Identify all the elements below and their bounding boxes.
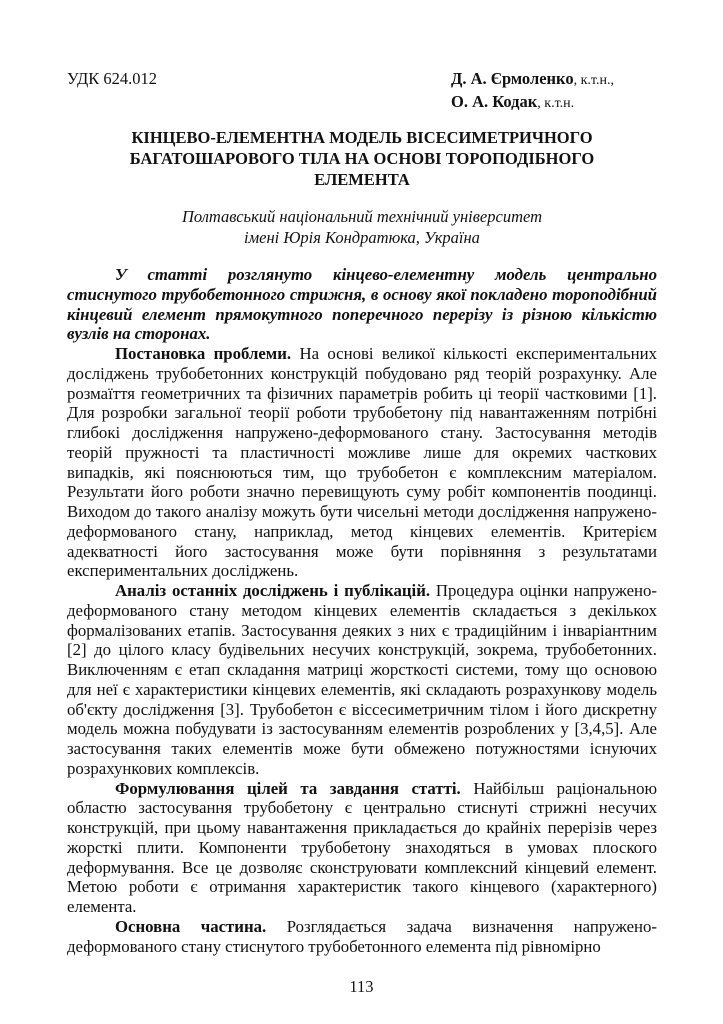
paper-title: КІНЦЕВО-ЕЛЕМЕНТНА МОДЕЛЬ ВІСЕСИМЕТРИЧНОГО БАГАТОШАРОВОГО ТІЛА НА ОСНОВІ ТОРОПОДІБНОГО ЕЛЕМЕНТА xyxy=(129,128,595,189)
section-heading: Постановка проблеми. xyxy=(115,344,292,363)
author-1: Д. А. Єрмоленко, к.т.н., xyxy=(451,69,614,88)
section-main: Основна частина. Розглядається задача визначення напружено-деформованого стану стиснутого трубобетонного елемента під рівномірно xyxy=(67,916,657,956)
section-heading: Формулювання цілей та завдання статті. xyxy=(115,778,461,798)
author-2: О. А. Кодак, к.т.н. xyxy=(451,92,575,111)
abstract: У статті розглянуто кінцево-елементну модель центрально стиснутого трубобетонного стрижня, в основу якої покладено тороподібний кінцевий елемент прямокутного поперечного перерізу із різною кількістю вузлів на сторонах. xyxy=(67,265,657,344)
affiliation: Полтавський національний технічний університет імені Юрія Кондратюка, Україна xyxy=(181,207,543,247)
page-number: 113 xyxy=(349,977,374,996)
section-heading: Основна частина. xyxy=(115,916,267,936)
paper-body xyxy=(67,265,657,956)
authors-block xyxy=(451,68,614,114)
section-problem: Постановка проблеми. На основі великої кількості експериментальних досліджень трубобетонних конструкцій побудовано ряд теорій розрахунку. Але розмаїття геометричних та фізичних параметрів робить ці теорії частковими [1]. Для розробки загальної теорії роботи трубобетону під навантаженням потрібні глибокі дослідження напружено-деформованого стану. Застосування методів теорій пружності та пластичності можливе лише для окремих часткових випадків, які пояснюються тим, що трубобетон є комплексним матеріалом. Результати його роботи значно перевищують суму робіт компонентів поодинці. Виходом до такого аналізу можуть бути чисельні методи дослідження напружено-деформованого стану, наприклад, метод кінцевих елементів. Критерієм адекватності його застосування може бути порівняння з результатами експериментальних досліджень. xyxy=(67,344,657,581)
udk-code: УДК 624.012 xyxy=(67,69,158,88)
section-goals: Формулювання цілей та завдання статті. Найбільш раціональною областю застосування трубобетону є центрально стиснуті стрижні несучих конструкцій, при цьому навантаження прикладається до крайніх перерізів через жорсткі плити. Компоненти трубобетону знаходяться в умовах плоского деформування. Все це дозволяє сконструювати комплексний кінцевий елемент. Метою роботи є отримання характеристик такого кінцевого (характерного) елемента. xyxy=(67,778,657,916)
section-heading: Аналіз останніх досліджень і публікацій. xyxy=(115,581,431,600)
section-analysis: Аналіз останніх досліджень і публікацій. Процедура оцінки напружено-деформованого стану методом кінцевих елементів складається з декількох формалізованих етапів. Застосування деяких з них є традиційним і інваріантним [2] до цілого класу будівельних несучих конструкцій, зокрема, трубобетонних. Виключенням є етап складання матриці жорсткості системи, тому що основою для неї є характеристики кінцевих елементів, які складають розрахункову модель об'єкту дослідження [3]. Трубобетон є віссесиметричним тілом і його дискретну модель можна побудувати із застосуванням елементів розроблених у [3,4,5]. Але застосування таких елементів може бути обмежено потужностями існуючих розрахункових комплексів. xyxy=(67,581,657,778)
